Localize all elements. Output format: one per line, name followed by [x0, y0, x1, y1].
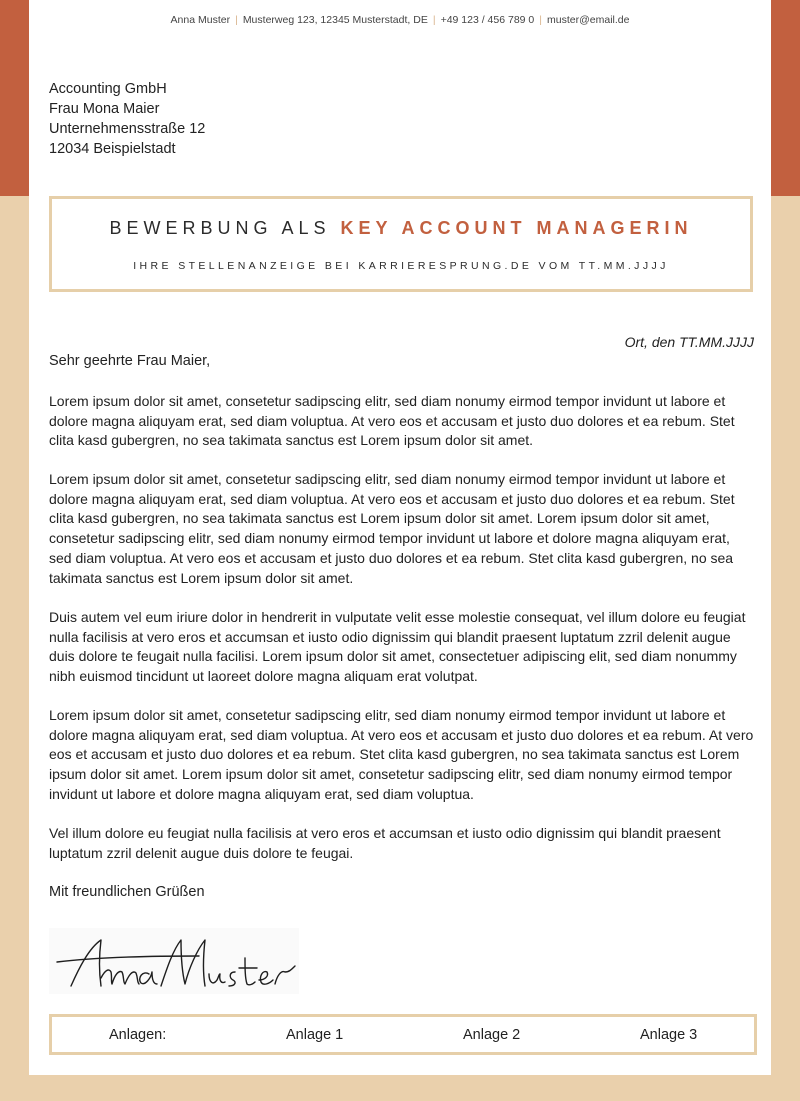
body-paragraph: Duis autem vel eum iriure dolor in hendrerit in vulputate velit esse molestie consequat, vel illum dolore eu feugiat nulla facilisis at vero eros et accumsan et iusto odio dignissim qui blandit praesent luptatum zzril delenit augue duis dolore te feugait nulla facilisi. Lorem ipsum dolor sit amet, consectetuer adipiscing elit, sed diam nonummy nibh euismod tincidunt ut laoreet dolore magna aliquam erat volutpat. [49, 609, 746, 685]
contact-line [29, 14, 771, 26]
attachment-item[interactable]: Anlage 2 [463, 1027, 521, 1043]
sender-email[interactable]: muster@email.de [547, 14, 630, 26]
body-paragraph: Lorem ipsum dolor sit amet, consetetur sadipscing elitr, sed diam nonumy eirmod tempor invidunt ut labore et dolore magna aliquyam erat, sed diam voluptua. At vero eos et accusam et justo duo dolores et ea rebum. At vero eos et accusam et justo duo dolores et ea rebum. Stet clita kasd gubergren, no sea takimata sanctus est Lorem ipsum dolor sit amet. Lorem ipsum dolor sit amet, consetetur sadipscing elitr, sed diam nonumy eirmod tempor invidunt ut labore et dolore magna aliquyam erat, sed diam voluptua. [49, 707, 754, 802]
attachments-box [49, 1014, 757, 1055]
recipient-company: Accounting GmbH [49, 81, 167, 97]
separator: | [235, 14, 238, 26]
attachment-item[interactable]: Anlage 1 [286, 1027, 344, 1043]
subject-title [52, 218, 750, 239]
sender-name: Anna Muster [170, 14, 231, 26]
subject-box [49, 196, 753, 292]
body-paragraph: Lorem ipsum dolor sit amet, consetetur sadipscing elitr, sed diam nonumy eirmod tempor invidunt ut labore et dolore magna aliquyam erat, sed diam voluptua. At vero eos et accusam et justo duo dolores et ea rebum. Stet clita kasd gubergren, no sea takimata sanctus est Lorem ipsum dolor sit amet. Lorem ipsum dolor sit amet, consetetur sadipscing elitr, sed diam nonumy eirmod tempor invidunt ut labore et dolore magna aliquyam erat, sed diam voluptua. At vero eos et accusam et justo duo dolores et ea rebum. Stet clita kasd gubergren, no sea takimata sanctus est Lorem ipsum dolor sit amet. [49, 471, 735, 586]
separator: | [432, 14, 436, 26]
recipient-street: Unternehmensstraße 12 [49, 121, 206, 137]
subject-prefix: BEWERBUNG ALS [109, 218, 331, 238]
subject-position: KEY ACCOUNT MANAGERIN [340, 218, 693, 238]
sender-phone: +49 123 / 456 789 0 [440, 14, 535, 26]
sender-address: Musterweg 123, 12345 Musterstadt, DE [242, 14, 428, 26]
attachment-item[interactable]: Anlage 3 [640, 1027, 698, 1043]
recipient-city: 12034 Beispielstadt [49, 141, 176, 157]
letter-sheet [29, 0, 771, 1075]
subject-subline: IHRE STELLENANZEIGE BEI KARRIERESPRUNG.DE VOM TT.MM.JJJJ [133, 260, 669, 272]
closing-phrase: Mit freundlichen Grüßen [49, 884, 205, 900]
handwritten-signature [49, 928, 299, 994]
salutation: Sehr geehrte Frau Maier, [49, 353, 211, 369]
letter-date: Ort, den TT.MM.JJJJ [624, 334, 754, 350]
separator: | [539, 14, 543, 26]
body-paragraph: Lorem ipsum dolor sit amet, consetetur sadipscing elitr, sed diam nonumy eirmod tempor invidunt ut labore et dolore magna aliquyam erat, sed diam voluptua. At vero eos et accusam et justo duo dolores et ea rebum. Stet clita kasd gubergren, no sea takimata sanctus est Lorem ipsum dolor sit amet. [49, 393, 735, 449]
recipient-person: Frau Mona Maier [49, 101, 160, 117]
recipient-address [49, 79, 205, 159]
body-paragraph: Vel illum dolore eu feugiat nulla facilisis at vero eros et accumsan et iusto odio dignissim qui blandit praesent luptatum zzril delenit augue duis dolore te feugai. [49, 825, 721, 861]
attachments-label: Anlagen: [109, 1027, 167, 1043]
